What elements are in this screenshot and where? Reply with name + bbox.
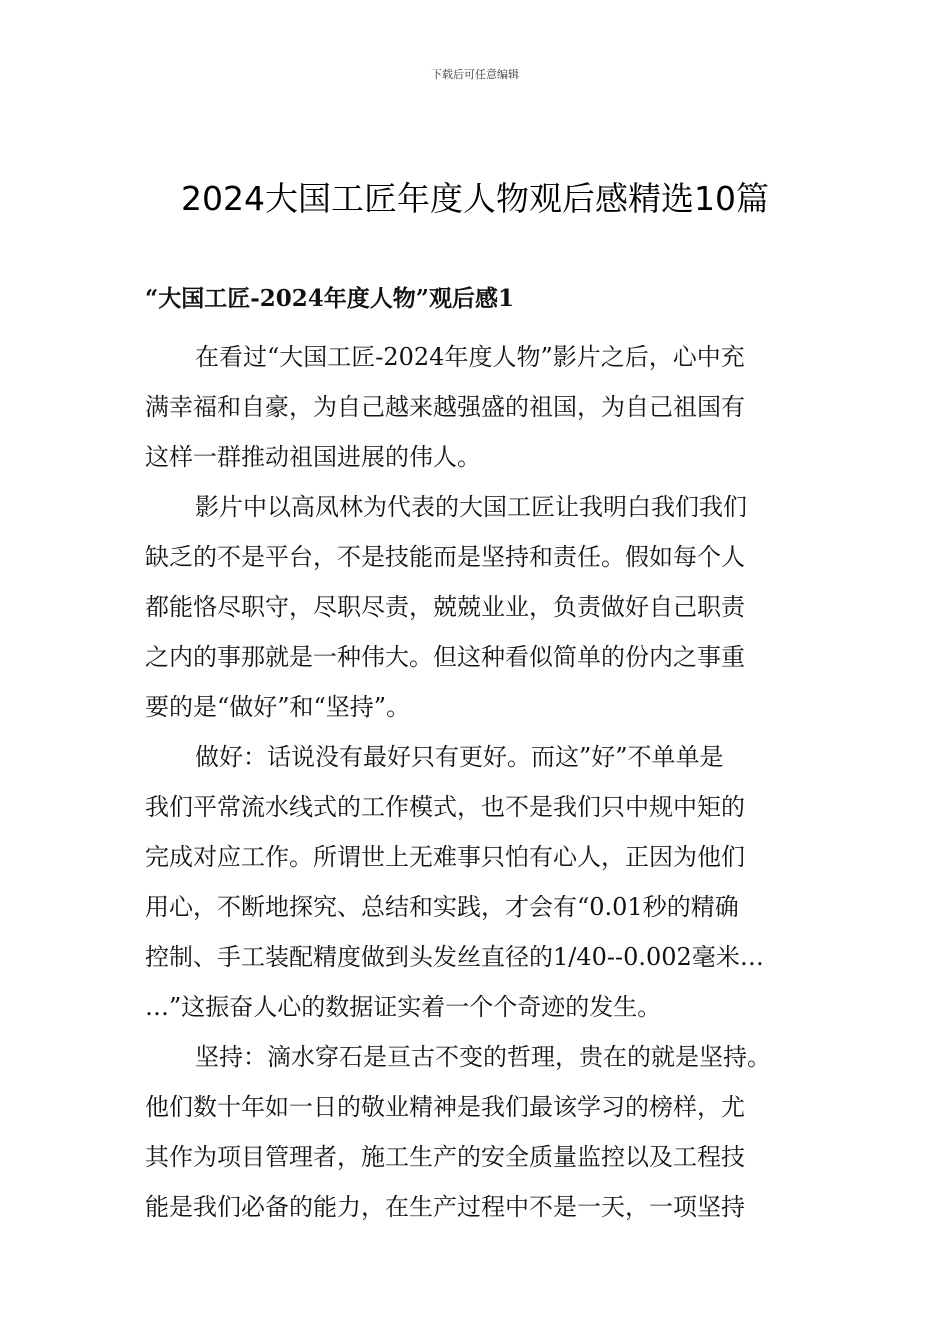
text-line: 我们平常流水线式的工作模式，也不是我们只中规中矩的 (145, 793, 745, 821)
text-line: 其作为项目管理者，施工生产的安全质量监控以及工程技 (145, 1143, 745, 1171)
text-line: 满幸福和自豪，为自己越来越强盛的祖国，为自己祖国有 (145, 393, 745, 421)
paragraph-3 (145, 732, 835, 1032)
text-line: 做好：话说没有最好只有更好。而这”好”不单单是 (195, 743, 724, 771)
paragraph-1 (145, 332, 835, 482)
text-line: 能是我们必备的能力，在生产过程中不是一天，一项坚持 (145, 1193, 745, 1221)
document-title: 2024大国工匠年度人物观后感精选10篇 (181, 179, 769, 218)
text-line: 都能恪尽职守，尽职尽责，兢兢业业，负责做好自己职责 (145, 593, 745, 621)
text-line: …”这振奋人心的数据证实着一个个奇迹的发生。 (145, 993, 662, 1021)
paragraph-4 (145, 1032, 835, 1232)
text-line: 用心，不断地探究、总结和实践，才会有“0.01秒的精确 (145, 893, 739, 921)
text-line: 要的是“做好”和“坚持”。 (145, 693, 411, 721)
body-text (145, 332, 835, 1232)
header-note: 下载后可任意编辑 (431, 68, 519, 81)
text-line: 完成对应工作。所谓世上无难事只怕有心人，正因为他们 (145, 843, 745, 871)
text-line: 坚持：滴水穿石是亘古不变的哲理，贵在的就是坚持。 (195, 1043, 771, 1071)
text-line: 之内的事那就是一种伟大。但这种看似简单的份内之事重 (145, 643, 745, 671)
text-line: 在看过“大国工匠-2024年度人物”影片之后，心中充 (195, 343, 745, 371)
text-line: 控制、手工装配精度做到头发丝直径的1/40--0.002毫米… (145, 943, 764, 971)
paragraph-2 (145, 482, 835, 732)
text-line: 他们数十年如一日的敬业精神是我们最该学习的榜样，尤 (145, 1093, 745, 1121)
text-line: 影片中以高凤林为代表的大国工匠让我明白我们我们 (195, 493, 747, 521)
section-heading: “大国工匠-2024年度人物”观后感1 (145, 285, 515, 312)
text-line: 缺乏的不是平台，不是技能而是坚持和责任。假如每个人 (145, 543, 745, 571)
text-line: 这样一群推动祖国进展的伟人。 (145, 443, 481, 471)
